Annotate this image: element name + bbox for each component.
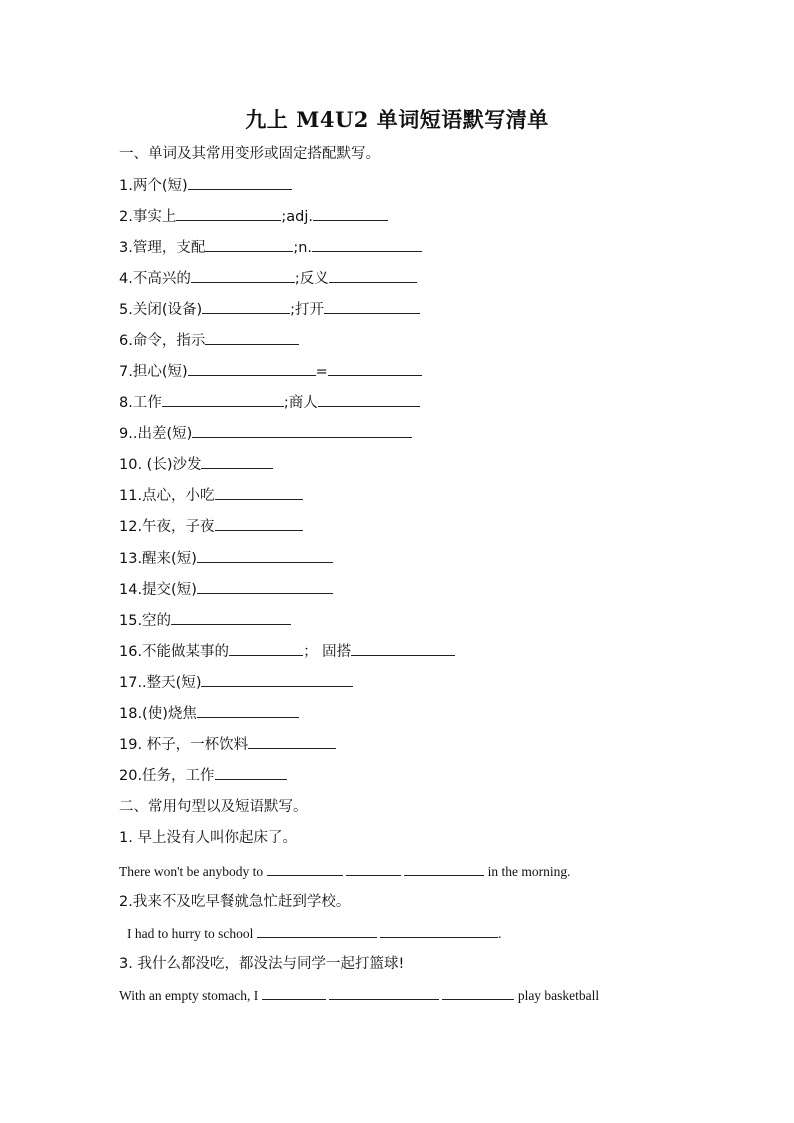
answer-blank[interactable] (192, 423, 412, 438)
answer-blank[interactable] (351, 641, 455, 656)
answer-blank[interactable] (262, 985, 326, 1000)
vocab-prompt: 10. (长)沙发 (119, 457, 202, 473)
vocab-prompt: 14.提交(短) (119, 582, 197, 598)
vocab-prompt: 9..出差(短) (119, 426, 193, 442)
answer-blank[interactable] (229, 641, 303, 656)
vocab-item-13 (119, 548, 333, 569)
sentence-text: There won't be anybody to (119, 864, 264, 879)
answer-blank[interactable] (248, 734, 336, 749)
answer-blank[interactable] (201, 672, 353, 687)
vocab-item-5 (119, 299, 420, 320)
vocab-prompt: 5.关闭(设备) (119, 302, 203, 318)
vocab-prompt: 17..整天(短) (119, 675, 202, 691)
vocab-item-3 (119, 237, 422, 258)
sentence-2-english (127, 923, 501, 944)
vocab-prompt: 2.事实上 (119, 209, 177, 225)
answer-blank[interactable] (324, 299, 420, 314)
vocab-item-20 (119, 765, 287, 786)
vocab-prompt-extra: ;反义 (294, 271, 329, 287)
answer-blank[interactable] (191, 268, 295, 283)
vocab-prompt: 3.管理，支配 (119, 240, 206, 256)
vocab-item-14 (119, 579, 333, 600)
page-title: 九上 M4U2 单词短语默写清单 (245, 107, 549, 132)
answer-blank[interactable] (328, 361, 422, 376)
answer-blank[interactable] (312, 237, 422, 252)
answer-blank[interactable] (313, 206, 388, 221)
sentence-text: With an empty stomach, I (119, 988, 259, 1003)
vocab-prompt: 18.(使)烧焦 (119, 706, 197, 722)
answer-blank[interactable] (215, 485, 303, 500)
vocab-item-11 (119, 485, 303, 506)
vocab-prompt: 12.午夜，子夜 (119, 519, 215, 535)
sentence-3-english (119, 985, 599, 1006)
answer-blank[interactable] (205, 330, 299, 345)
vocab-item-7 (119, 361, 422, 382)
vocab-prompt-extra: ； 固搭 (303, 644, 352, 660)
vocab-item-8 (119, 392, 420, 413)
answer-blank[interactable] (171, 610, 291, 625)
vocab-item-19 (119, 734, 336, 755)
answer-blank[interactable] (442, 985, 514, 1000)
sentence-text: play basketball (517, 988, 600, 1003)
vocab-prompt-extra: ;商人 (283, 395, 318, 411)
sentence-1-chinese: 1. 早上没有人叫你起床了。 (119, 830, 297, 846)
sentence-2-chinese: 2.我来不及吃早餐就急忙赶到学校。 (119, 894, 351, 910)
vocab-item-10 (119, 454, 273, 475)
answer-blank[interactable] (404, 861, 484, 876)
sentence-3-chinese: 3. 我什么都没吃，都没法与同学一起打篮球! (119, 956, 405, 972)
answer-blank[interactable] (318, 392, 420, 407)
vocab-prompt: 11.点心，小吃 (119, 488, 215, 504)
vocab-prompt: 19. 杯子，一杯饮料 (119, 737, 249, 753)
answer-blank[interactable] (202, 299, 290, 314)
vocab-prompt-extra: ;n. (293, 240, 313, 256)
vocab-item-1 (119, 175, 292, 196)
vocab-prompt-extra: ;打开 (290, 302, 325, 318)
vocab-prompt-extra: ;adj. (281, 209, 313, 225)
sentence-text: . (498, 926, 502, 941)
vocab-item-12 (119, 516, 303, 537)
sentence-1-english (119, 861, 571, 882)
answer-blank[interactable] (267, 861, 343, 876)
answer-blank[interactable] (346, 861, 401, 876)
vocab-prompt: 6.命令，指示 (119, 333, 206, 349)
vocab-prompt: 1.两个(短) (119, 178, 188, 194)
vocab-prompt: 16.不能做某事的 (119, 644, 230, 660)
section2-heading: 二、常用句型以及短语默写。 (119, 799, 308, 815)
section1-heading: 一、单词及其常用变形或固定搭配默写。 (119, 146, 380, 162)
vocab-item-6 (119, 330, 299, 351)
vocab-prompt: 20.任务，工作 (119, 768, 215, 784)
answer-blank[interactable] (188, 175, 292, 190)
vocab-prompt: 15.空的 (119, 613, 172, 629)
answer-blank[interactable] (205, 237, 293, 252)
answer-blank[interactable] (380, 923, 498, 938)
answer-blank[interactable] (215, 516, 303, 531)
vocab-prompt-extra: = (315, 364, 328, 380)
answer-blank[interactable] (197, 579, 333, 594)
vocab-prompt: 8.工作 (119, 395, 162, 411)
vocab-item-17 (119, 672, 353, 693)
answer-blank[interactable] (329, 268, 417, 283)
vocab-item-15 (119, 610, 291, 631)
vocab-item-18 (119, 703, 299, 724)
sentence-text: I had to hurry to school (127, 926, 254, 941)
answer-blank[interactable] (329, 985, 439, 1000)
sentence-text: in the morning. (487, 864, 571, 879)
vocab-item-16 (119, 641, 455, 662)
answer-blank[interactable] (197, 703, 299, 718)
vocab-prompt: 7.担心(短) (119, 364, 188, 380)
answer-blank[interactable] (257, 923, 377, 938)
answer-blank[interactable] (188, 361, 316, 376)
vocab-prompt: 4.不高兴的 (119, 271, 191, 287)
vocab-item-2 (119, 206, 388, 227)
answer-blank[interactable] (197, 548, 333, 563)
vocab-prompt: 13.醒来(短) (119, 551, 197, 567)
vocab-item-9 (119, 423, 412, 444)
answer-blank[interactable] (176, 206, 281, 221)
answer-blank[interactable] (201, 454, 273, 469)
answer-blank[interactable] (215, 765, 287, 780)
answer-blank[interactable] (162, 392, 284, 407)
vocab-item-4 (119, 268, 417, 289)
